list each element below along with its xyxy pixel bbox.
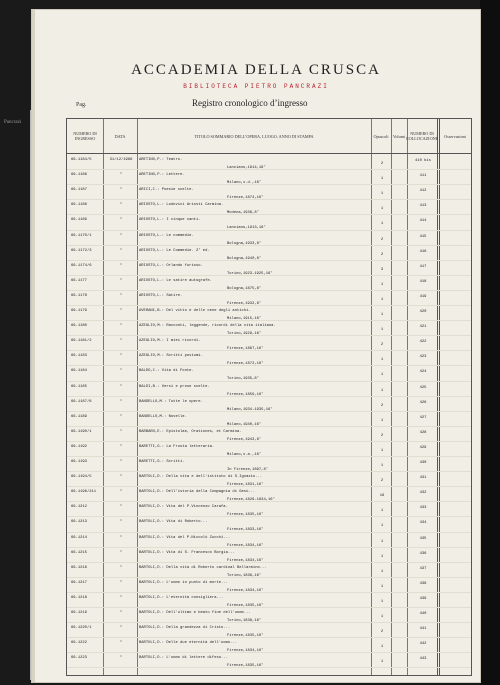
page-title: ACCADEMIA DELLA CRUSCA	[131, 62, 381, 78]
entry-date: "	[119, 656, 123, 661]
entry-imprint: In Firenze,1897,8°	[227, 468, 269, 472]
entry-imprint: Bologna,1940,8°	[227, 256, 262, 261]
entry-title: BARTOLI,D.: Della grandezza di Cristo...	[139, 626, 231, 631]
entry-date: "	[119, 595, 123, 600]
entry-imprint: Milano,1915,16°	[227, 317, 262, 321]
entry-collocazione: 437	[419, 566, 427, 571]
entry-number: 66-1170/1	[71, 233, 92, 238]
row-rule	[67, 667, 471, 668]
entry-opuscoli: 1	[380, 645, 384, 650]
left-margin-label: Pancrazi	[4, 120, 22, 125]
entry-opuscoli: 1	[380, 388, 384, 393]
entry-number: 66-1216	[71, 565, 87, 570]
entry-date: "	[119, 384, 123, 389]
entry-number: 66-1214	[71, 535, 87, 540]
entry-opuscoli: 1	[380, 509, 384, 514]
entry-opuscoli: 1	[380, 539, 384, 544]
entry-opuscoli: 1	[380, 358, 384, 363]
entry-imprint: Firenze,1833,16°	[227, 528, 264, 533]
entry-collocazione: 443	[419, 657, 427, 662]
header-volumi: Volumi	[392, 133, 406, 139]
entry-date: "	[119, 490, 123, 495]
entry-collocazione: 427	[419, 415, 427, 420]
entry-number: 66-1187/8	[71, 399, 92, 404]
entry-imprint: Lanciano,1913,16°	[227, 226, 266, 231]
entry-imprint: Torino,1923-1925,16°	[227, 271, 273, 276]
entry-number: 66-1186	[71, 173, 87, 178]
entry-number: 66-1192	[71, 444, 87, 449]
header-collocazione: NUMERO DI COLLOCAZIONE	[405, 131, 439, 141]
entry-number: 66-1189	[71, 218, 87, 223]
entry-title: ARETINO,P.: Teatro.	[139, 158, 183, 162]
header-opuscoli: Opuscoli	[373, 133, 389, 139]
pag-label: Pag.	[76, 102, 87, 108]
entry-collocazione: 420	[419, 310, 427, 314]
entry-title: ARIOSTO,L.: Satire.	[139, 293, 183, 298]
entry-number: 66-1193	[71, 460, 87, 464]
entry-number: 66-1188	[71, 203, 87, 208]
entry-number: 66-1189	[71, 414, 87, 419]
entry-date: "	[119, 520, 123, 525]
entry-date: "	[119, 203, 123, 208]
page-spine	[32, 10, 35, 682]
entry-imprint: Bologna,1933,8°	[227, 241, 262, 246]
entry-imprint: Milano,s.d.,16°	[227, 181, 262, 186]
entry-number: 66-1218	[71, 595, 87, 600]
entry-title: ARIOSTO,L.: Le Commedie. 2° ed.	[139, 248, 210, 253]
entry-date: "	[119, 324, 123, 329]
entry-title: BARTOLI,D.: L'eternità consigliera...	[139, 595, 224, 600]
entry-title: ARICI,C.: Poesie scelte.	[139, 188, 194, 193]
entry-date: "	[119, 505, 123, 510]
entry-title: ARETINO,P.: Lettere.	[139, 173, 185, 178]
entry-opuscoli: 1	[380, 554, 384, 559]
entry-number: 66-1212	[71, 505, 87, 510]
entry-imprint: Milano,1940,16°	[227, 422, 262, 427]
entry-title: BARTOLI,D.: Dell'istoria della Compagnia di Gesù...	[139, 490, 256, 495]
header-osservazioni: Osservazioni	[444, 133, 466, 139]
entry-number: 66-1190/1	[71, 429, 92, 434]
entry-opuscoli: 1	[380, 192, 384, 197]
entry-opuscoli: 2	[380, 237, 384, 242]
entry-date: "	[119, 626, 123, 631]
left-margin-column	[2, 110, 31, 680]
entry-date: "	[119, 611, 123, 615]
entry-title: BARTOLI,D.: L'uomo in punto di morte...	[139, 580, 228, 585]
entry-opuscoli: 16	[379, 494, 385, 499]
entry-title: BARTOLI,D.: Dell'ultimo e beato fine dell'uomo...	[139, 611, 251, 615]
entry-date: "	[119, 173, 123, 178]
entry-opuscoli: 1	[380, 599, 384, 604]
entry-title: AZEGLIO,M.: Scritti postumi.	[139, 354, 203, 359]
entry-collocazione: 415	[419, 234, 427, 239]
entry-number: 66-1215	[71, 550, 87, 555]
entry-imprint: Firenze,1829-1834,16°	[227, 498, 275, 503]
entry-opuscoli: 3	[380, 267, 384, 272]
header-separator	[67, 153, 471, 154]
entry-title: BARTOLI,D.: Della vita e dell'istituto di S.Ignazio...	[139, 475, 263, 480]
entry-imprint: Torino,1836,16°	[227, 573, 262, 578]
entry-imprint: Firenze,1834,16°	[227, 649, 264, 654]
entry-date: "	[119, 565, 123, 570]
entry-imprint: Firenze,1943,8°	[227, 437, 262, 442]
entry-collocazione: 423	[419, 355, 427, 360]
header-numero: NUMERO DI INGRESSO	[73, 131, 97, 141]
entry-title: AVERANI,B.: Del vitto e delle cene degli antichi.	[139, 309, 251, 313]
entry-number: 66-1180	[71, 324, 87, 329]
entry-imprint: Firenze,1834,16°	[227, 588, 264, 593]
entry-number: 66-1222	[71, 641, 87, 646]
entry-title: BARETTI,G.: La Frusta letteraria.	[139, 444, 215, 449]
entry-date: "	[119, 444, 123, 449]
entry-opuscoli: 1	[380, 177, 384, 182]
entry-imprint: Firenze,1835,16°	[227, 664, 264, 669]
entry-number: 66-1185	[71, 384, 87, 389]
entry-imprint: Firenze,1874,16°	[227, 196, 264, 201]
entry-opuscoli: 1	[380, 615, 384, 619]
entry-collocazione: 419	[419, 294, 427, 299]
entry-collocazione: 438	[419, 581, 427, 586]
entry-number: 66-1181/2	[71, 339, 92, 344]
entry-title: ARIOSTO,L.: I cinque canti.	[139, 218, 201, 223]
entry-date: "	[119, 429, 123, 434]
entry-imprint: Modena,1936,8°	[227, 211, 259, 216]
entry-opuscoli: 1	[380, 282, 384, 287]
entry-number: 66-1217	[71, 580, 87, 585]
entry-imprint: Torino,1838,16°	[227, 619, 262, 623]
entry-date: "	[119, 535, 123, 540]
entry-number: 66-1178	[71, 293, 87, 298]
entry-title: ARIOSTO,L.: Le satire autografe.	[139, 278, 212, 283]
entry-collocazione: 434	[419, 521, 427, 526]
entry-date: "	[119, 188, 123, 193]
entry-collocazione: 410 bis	[415, 159, 431, 163]
entry-date: "	[119, 248, 123, 253]
entry-collocazione: 439	[419, 596, 427, 601]
entry-opuscoli: 1	[380, 418, 384, 423]
entry-title: BANDELLO,M.: Novelle.	[139, 414, 187, 419]
entry-number: 66-1177	[71, 278, 87, 283]
entry-date: "	[119, 399, 123, 404]
entry-opuscoli: 2	[380, 479, 384, 484]
entry-number: 66-1174/6	[71, 263, 92, 268]
entry-imprint: Firenze,1835,16°	[227, 634, 264, 639]
entry-date: "	[119, 460, 123, 464]
entry-opuscoli: 1	[380, 660, 384, 665]
entry-date: "	[119, 369, 123, 374]
entry-collocazione: 428	[419, 430, 427, 435]
entry-date: "	[119, 354, 123, 359]
entry-opuscoli: 2	[380, 343, 384, 348]
register-page	[4, 10, 480, 682]
entry-date: "	[119, 293, 123, 298]
entry-opuscoli: 2	[380, 162, 384, 166]
entry-date: "	[119, 580, 123, 585]
entry-title: ARIOSTO,L.: Le commedie.	[139, 233, 194, 238]
entry-collocazione: 411	[419, 174, 427, 179]
entry-collocazione: 440	[419, 612, 427, 616]
entry-collocazione: 417	[419, 264, 427, 269]
entry-title: BALDI,B.: Versi e prose scelte.	[139, 384, 210, 389]
entry-imprint: Firenze,1831,16°	[227, 483, 264, 488]
entry-number: 66-1172/3	[71, 248, 92, 253]
entry-date: "	[119, 263, 123, 268]
entry-imprint: Milano,1934-1935,16°	[227, 407, 273, 412]
entry-collocazione: 414	[419, 219, 427, 224]
entry-opuscoli: 1	[380, 524, 384, 529]
entry-collocazione: 425	[419, 385, 427, 390]
entry-collocazione: 421	[419, 325, 427, 330]
entry-opuscoli: 1	[380, 569, 384, 574]
entry-number: 66-1179	[71, 309, 87, 313]
entry-imprint: Lanciano,1914,16°	[227, 166, 266, 170]
entry-opuscoli: 2	[380, 252, 384, 257]
entry-title: ARIOSTO,L.: Orlando furioso.	[139, 263, 203, 268]
register-title: Registro cronologico d’ingresso	[192, 98, 308, 108]
entry-imprint: Firenze,1835,16°	[227, 513, 264, 518]
entry-date: "	[119, 309, 123, 313]
entry-date: "	[119, 414, 123, 419]
entry-opuscoli: 1	[380, 464, 384, 468]
entry-number: 66-1187	[71, 188, 87, 193]
page-subtitle: BIBLIOTECA PIETRO PANCRAZI	[183, 83, 329, 90]
entry-opuscoli: 1	[380, 584, 384, 589]
entry-imprint: Bologna,1875,8°	[227, 286, 262, 291]
entry-date: "	[119, 641, 123, 646]
header-data: DATA	[114, 133, 126, 139]
entry-imprint: Firenze,1834,16°	[227, 543, 264, 548]
entry-imprint: Torino,1929,16°	[227, 332, 262, 337]
entry-imprint: Firenze,1835,16°	[227, 603, 264, 608]
entry-opuscoli: 2	[380, 433, 384, 438]
entry-imprint: Torino,1935,8°	[227, 377, 259, 382]
table-row	[67, 653, 471, 672]
entry-opuscoli: 1	[380, 373, 384, 378]
entry-opuscoli: 1	[380, 222, 384, 227]
entry-opuscoli: 1	[380, 207, 384, 212]
entry-date: "	[119, 475, 123, 480]
entry-collocazione: 435	[419, 536, 427, 541]
entry-collocazione: 430	[419, 461, 427, 465]
entry-collocazione: 436	[419, 551, 427, 556]
header-titolo: TITOLO SOMMARIO DELL’OPERA, LUOGO, ANNO DI STAMPA	[194, 133, 314, 139]
entry-imprint: Firenze,1867,16°	[227, 347, 264, 352]
entry-opuscoli: 1	[380, 448, 384, 453]
entry-imprint: Firenze,1859,16°	[227, 392, 264, 397]
entry-collocazione: 412	[419, 189, 427, 194]
entry-number: 66-1196/211	[71, 490, 97, 495]
entry-title: BALDO,C.: Vita di Fonte.	[139, 369, 194, 374]
entry-collocazione: 441	[419, 627, 427, 632]
entry-collocazione: 432	[419, 491, 427, 496]
register-table	[66, 118, 472, 676]
entry-title: BARTOLI,D.: Della vita di Roberto cardinal Bellarmino...	[139, 565, 267, 570]
entry-collocazione: 433	[419, 506, 427, 511]
entry-title: BARTOLI,D.: Delle due eternità dell'uomo...	[139, 641, 237, 646]
entry-imprint: Firenze,1834,16°	[227, 558, 264, 563]
entry-collocazione: 424	[419, 370, 427, 375]
entry-title: BARTOLI,D.: L'uomo di lettere difeso...	[139, 656, 228, 661]
entry-title: BARTOLI,D.: Vita del P.Vincenzo Carafa.	[139, 505, 228, 510]
entry-title: BARTOLI,D.: Vita di S. Francesco Borgia...	[139, 550, 235, 555]
entry-imprint: Firenze,1932,8°	[227, 301, 262, 306]
entry-imprint: Milano,s.a.,16°	[227, 452, 262, 457]
entry-title: BANDELLO,M.: Tutte le opere.	[139, 399, 203, 404]
entry-number: 66-1183	[71, 354, 87, 359]
entry-title: BARTOLI,D.: Vita di Roberto...	[139, 520, 208, 525]
entry-imprint: Firenze,1872,16°	[227, 362, 264, 367]
entry-date: "	[119, 218, 123, 223]
entry-title: ARIOSTO,L.: Lodovici Ariosti Carmina.	[139, 203, 224, 208]
entry-collocazione: 442	[419, 642, 427, 647]
entry-collocazione: 413	[419, 204, 427, 209]
entry-date: "	[119, 278, 123, 283]
entry-number: 66-1213	[71, 520, 87, 525]
entry-number: 66-1184/5	[71, 158, 92, 162]
entry-date: "	[119, 233, 123, 238]
entry-title: AZEGLIO,M.: Racconti, leggende, ricordi della vita italiana.	[139, 324, 276, 329]
entry-title: BARETTI,G.: Scritti.	[139, 460, 185, 464]
entry-title: BARBARO,E.: Epistolae, Orationes, et Carmina.	[139, 429, 242, 434]
entry-opuscoli: 1	[380, 313, 384, 317]
entry-number: 66-1220/1	[71, 626, 92, 631]
entry-date: "	[119, 550, 123, 555]
entry-opuscoli: 1	[380, 297, 384, 302]
entry-date: 31/12/1966	[109, 158, 133, 162]
entry-collocazione: 429	[419, 445, 427, 450]
entry-collocazione: 426	[419, 400, 427, 405]
entry-opuscoli: 2	[380, 630, 384, 635]
entry-title: AZEGLIO,M.: I miei ricordi.	[139, 339, 201, 344]
entry-opuscoli: 2	[380, 403, 384, 408]
entry-collocazione: 418	[419, 279, 427, 284]
entry-collocazione: 431	[419, 476, 427, 481]
entry-collocazione: 422	[419, 340, 427, 345]
entry-title: BARTOLI,D.: Vita del P.Niccolò Zucchi...	[139, 535, 231, 540]
entry-opuscoli: 1	[380, 328, 384, 333]
page-edge-strip	[480, 0, 500, 685]
entry-number: 66-1223	[71, 656, 87, 661]
entry-number: 66-1184	[71, 369, 87, 374]
entry-collocazione: 416	[419, 249, 427, 254]
entry-number: 66-1219	[71, 611, 87, 615]
entry-date: "	[119, 339, 123, 344]
entry-number: 66-1194/5	[71, 475, 92, 480]
